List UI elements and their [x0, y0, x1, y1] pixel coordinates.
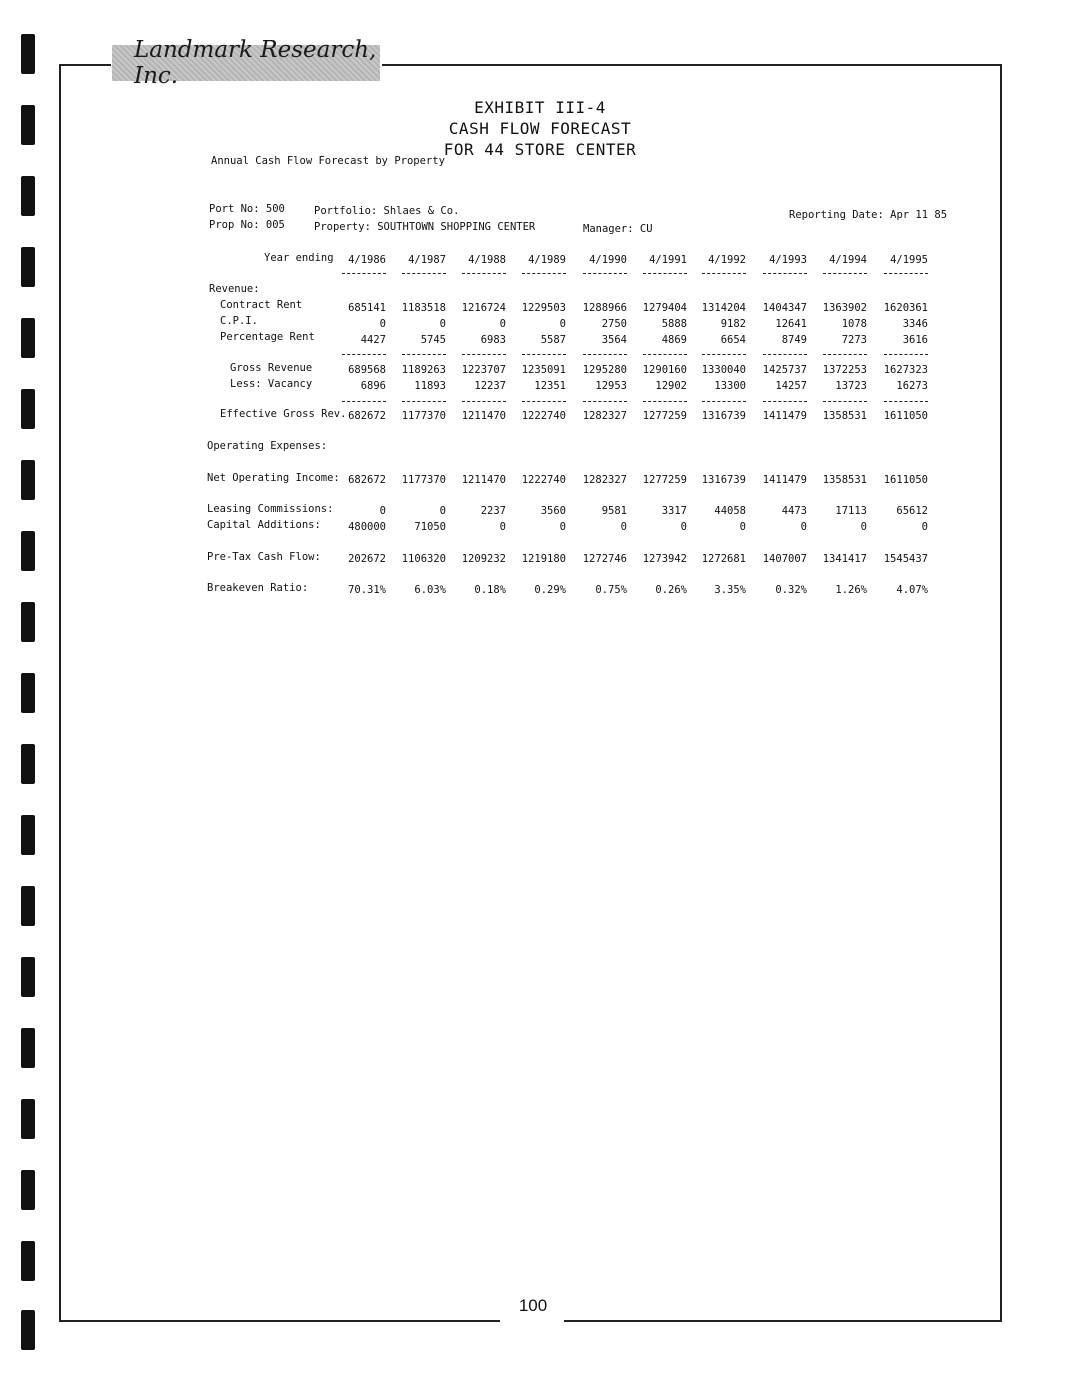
gross-revenue-cell: 1425737 [762, 364, 807, 376]
pretax-cash-flow-cell: 1273942 [642, 553, 687, 565]
breakeven-ratio-cell: 70.31% [348, 584, 386, 596]
capital-additions-cell: 0 [559, 521, 566, 533]
binder-hole [21, 1310, 35, 1350]
cpi-cell: 1078 [841, 318, 867, 330]
binder-hole [21, 34, 35, 74]
capital-additions-cell: 0 [620, 521, 627, 533]
effective-gross-cell: 1316739 [701, 410, 746, 422]
capital-additions-cell: 0 [680, 521, 687, 533]
net-operating-income-label: Net Operating Income: [207, 472, 340, 484]
separator-line [402, 273, 446, 274]
separator-line [342, 401, 386, 402]
cpi-cell: 12641 [775, 318, 807, 330]
separator-line [402, 354, 446, 355]
less-vacancy-cell: 12902 [655, 380, 687, 392]
separator-line [702, 354, 746, 355]
separator-line [702, 273, 746, 274]
separator-line [583, 354, 627, 355]
leasing-commissions-cell: 2237 [480, 505, 506, 517]
less-vacancy-cell: 16273 [896, 380, 928, 392]
capital-additions-cell: 0 [921, 521, 928, 533]
year-cell: 4/1994 [829, 254, 867, 266]
pretax-cash-flow-cell: 1407007 [762, 553, 807, 565]
separator-line [823, 354, 867, 355]
page-number: 100 [518, 1296, 548, 1315]
contract-rent-label: Contract Rent [220, 299, 303, 311]
percentage-rent-label: Percentage Rent [220, 331, 315, 343]
net-operating-income-cell: 1277259 [642, 474, 687, 486]
pretax-cash-flow-cell: 1106320 [401, 553, 446, 565]
leasing-commissions-cell: 65612 [896, 505, 928, 517]
pretax-cash-flow-label: Pre-Tax Cash Flow: [207, 551, 321, 563]
pretax-cash-flow-cell: 1219180 [521, 553, 566, 565]
frame-border-top-left [59, 64, 111, 66]
capital-additions-cell: 0 [499, 521, 506, 533]
effective-gross-cell: 1411479 [762, 410, 807, 422]
separator-line [643, 273, 687, 274]
less-vacancy-cell: 11893 [414, 380, 446, 392]
breakeven-ratio-cell: 0.32% [775, 584, 807, 596]
less-vacancy-cell: 12351 [534, 380, 566, 392]
contract-rent-cell: 1229503 [521, 302, 566, 314]
effective-gross-cell: 1611050 [883, 410, 928, 422]
cpi-cell: 0 [439, 318, 446, 330]
less-vacancy-cell: 13300 [714, 380, 746, 392]
gross-revenue-cell: 1235091 [521, 364, 566, 376]
binder-hole [21, 1241, 35, 1281]
year-cell: 4/1995 [890, 254, 928, 266]
capital-additions-cell: 0 [800, 521, 807, 533]
cpi-cell: 0 [499, 318, 506, 330]
year-cell: 4/1988 [468, 254, 506, 266]
gross-revenue-cell: 1627323 [883, 364, 928, 376]
less-vacancy-cell: 6896 [360, 380, 386, 392]
separator-line [823, 273, 867, 274]
percentage-rent-cell: 5587 [540, 334, 566, 346]
breakeven-ratio-label: Breakeven Ratio: [207, 582, 309, 594]
cpi-cell: 0 [379, 318, 386, 330]
net-operating-income-cell: 1316739 [701, 474, 746, 486]
separator-line [763, 354, 807, 355]
percentage-rent-cell: 4869 [661, 334, 687, 346]
separator-line [643, 401, 687, 402]
breakeven-ratio-cell: 4.07% [896, 584, 928, 596]
gross-revenue-cell: 1189263 [401, 364, 446, 376]
percentage-rent-cell: 5745 [420, 334, 446, 346]
binder-hole [21, 531, 35, 571]
net-operating-income-cell: 1611050 [883, 474, 928, 486]
binder-hole [21, 1170, 35, 1210]
percentage-rent-cell: 3564 [601, 334, 627, 346]
contract-rent-cell: 1404347 [762, 302, 807, 314]
gross-revenue-cell: 689568 [348, 364, 386, 376]
separator-line [522, 273, 566, 274]
binder-hole [21, 1028, 35, 1068]
binder-hole [21, 176, 35, 216]
capital-additions-cell: 71050 [414, 521, 446, 533]
year-cell: 4/1987 [408, 254, 446, 266]
year-ending-label: Year ending [264, 252, 334, 264]
separator-line [522, 401, 566, 402]
property-name: Property: SOUTHTOWN SHOPPING CENTER [314, 221, 536, 233]
capital-additions-cell: 480000 [348, 521, 386, 533]
frame-border-bottom-left [59, 1320, 500, 1322]
binder-hole [21, 460, 35, 500]
net-operating-income-cell: 1358531 [822, 474, 867, 486]
binder-hole [21, 105, 35, 145]
net-operating-income-cell: 1177370 [401, 474, 446, 486]
less-vacancy-label: Less: Vacancy [230, 378, 313, 390]
effective-gross-cell: 1222740 [521, 410, 566, 422]
effective-gross-label: Effective Gross Rev. [220, 408, 347, 420]
separator-line [342, 273, 386, 274]
gross-revenue-cell: 1290160 [642, 364, 687, 376]
separator-line [402, 401, 446, 402]
separator-line [702, 401, 746, 402]
binder-hole [21, 1099, 35, 1139]
binder-hole [21, 815, 35, 855]
leasing-commissions-cell: 17113 [835, 505, 867, 517]
reporting-date: Reporting Date: Apr 11 85 [789, 209, 948, 221]
binder-hole [21, 886, 35, 926]
year-cell: 4/1993 [769, 254, 807, 266]
cpi-cell: 0 [559, 318, 566, 330]
breakeven-ratio-cell: 0.26% [655, 584, 687, 596]
net-operating-income-cell: 1282327 [582, 474, 627, 486]
contract-rent-cell: 1216724 [461, 302, 506, 314]
gross-revenue-cell: 1295280 [582, 364, 627, 376]
pretax-cash-flow-cell: 1209232 [461, 553, 506, 565]
effective-gross-cell: 1282327 [582, 410, 627, 422]
leasing-commissions-cell: 3560 [540, 505, 566, 517]
gross-revenue-label: Gross Revenue [230, 362, 313, 374]
cpi-cell: 2750 [601, 318, 627, 330]
year-cell: 4/1992 [708, 254, 746, 266]
frame-border-left [59, 64, 61, 1322]
pretax-cash-flow-cell: 1545437 [883, 553, 928, 565]
portfolio: Portfolio: Shlaes & Co. [314, 205, 460, 217]
leasing-commissions-label: Leasing Commissions: [207, 503, 334, 515]
breakeven-ratio-cell: 6.03% [414, 584, 446, 596]
binder-hole [21, 318, 35, 358]
leasing-commissions-cell: 9581 [601, 505, 627, 517]
percentage-rent-cell: 6654 [720, 334, 746, 346]
binder-hole [21, 389, 35, 429]
separator-line [823, 401, 867, 402]
leasing-commissions-cell: 44058 [714, 505, 746, 517]
breakeven-ratio-cell: 3.35% [714, 584, 746, 596]
port-number: Port No: 500 [209, 203, 285, 215]
breakeven-ratio-cell: 0.75% [595, 584, 627, 596]
breakeven-ratio-cell: 0.18% [474, 584, 506, 596]
less-vacancy-cell: 12953 [595, 380, 627, 392]
less-vacancy-cell: 14257 [775, 380, 807, 392]
capital-additions-label: Capital Additions: [207, 519, 321, 531]
effective-gross-cell: 1211470 [461, 410, 506, 422]
pretax-cash-flow-cell: 1272681 [701, 553, 746, 565]
leasing-commissions-cell: 3317 [661, 505, 687, 517]
less-vacancy-cell: 13723 [835, 380, 867, 392]
pretax-cash-flow-cell: 202672 [348, 553, 386, 565]
pretax-cash-flow-cell: 1272746 [582, 553, 627, 565]
contract-rent-cell: 1183518 [401, 302, 446, 314]
binder-hole [21, 957, 35, 997]
percentage-rent-cell: 3616 [902, 334, 928, 346]
effective-gross-cell: 1358531 [822, 410, 867, 422]
binder-hole [21, 744, 35, 784]
effective-gross-cell: 1177370 [401, 410, 446, 422]
leasing-commissions-cell: 4473 [781, 505, 807, 517]
frame-border-right [1000, 64, 1002, 1322]
binder-hole [21, 602, 35, 642]
separator-line [462, 273, 506, 274]
exhibit-subtitle: CASH FLOW FORECAST [448, 119, 632, 138]
contract-rent-cell: 1314204 [701, 302, 746, 314]
percentage-rent-cell: 8749 [781, 334, 807, 346]
net-operating-income-cell: 682672 [348, 474, 386, 486]
prop-number: Prop No: 005 [209, 219, 285, 231]
frame-border-bottom-right [564, 1320, 1002, 1322]
effective-gross-cell: 682672 [348, 410, 386, 422]
capital-additions-cell: 0 [739, 521, 746, 533]
net-operating-income-cell: 1211470 [461, 474, 506, 486]
report-subtitle: Annual Cash Flow Forecast by Property [211, 155, 445, 167]
exhibit-title: EXHIBIT III-4 [474, 98, 606, 117]
capital-additions-cell: 0 [860, 521, 867, 533]
binder-hole [21, 247, 35, 287]
year-cell: 4/1991 [649, 254, 687, 266]
contract-rent-cell: 685141 [348, 302, 386, 314]
year-cell: 4/1989 [528, 254, 566, 266]
separator-line [522, 354, 566, 355]
year-cell: 4/1986 [348, 254, 386, 266]
cpi-label: C.P.I. [220, 315, 258, 327]
separator-line [763, 273, 807, 274]
exhibit-property: FOR 44 STORE CENTER [443, 140, 637, 159]
manager: Manager: CU [583, 223, 653, 235]
pretax-cash-flow-cell: 1341417 [822, 553, 867, 565]
separator-line [643, 354, 687, 355]
cpi-cell: 5888 [661, 318, 687, 330]
breakeven-ratio-cell: 0.29% [534, 584, 566, 596]
less-vacancy-cell: 12237 [474, 380, 506, 392]
contract-rent-cell: 1279404 [642, 302, 687, 314]
gross-revenue-cell: 1223707 [461, 364, 506, 376]
percentage-rent-cell: 6983 [480, 334, 506, 346]
cpi-cell: 3346 [902, 318, 928, 330]
separator-line [884, 354, 928, 355]
separator-line [763, 401, 807, 402]
separator-line [462, 354, 506, 355]
gross-revenue-cell: 1330040 [701, 364, 746, 376]
contract-rent-cell: 1363902 [822, 302, 867, 314]
effective-gross-cell: 1277259 [642, 410, 687, 422]
breakeven-ratio-cell: 1.26% [835, 584, 867, 596]
logo-text: Landmark Research, Inc. [134, 37, 377, 89]
leasing-commissions-cell: 0 [439, 505, 446, 517]
contract-rent-cell: 1620361 [883, 302, 928, 314]
cpi-cell: 9182 [720, 318, 746, 330]
percentage-rent-cell: 7273 [841, 334, 867, 346]
binder-hole [21, 673, 35, 713]
frame-border-top-right [382, 64, 1002, 66]
separator-line [884, 401, 928, 402]
percentage-rent-cell: 4427 [360, 334, 386, 346]
gross-revenue-cell: 1372253 [822, 364, 867, 376]
year-cell: 4/1990 [589, 254, 627, 266]
contract-rent-cell: 1288966 [582, 302, 627, 314]
separator-line [884, 273, 928, 274]
net-operating-income-cell: 1411479 [762, 474, 807, 486]
separator-line [462, 401, 506, 402]
net-operating-income-cell: 1222740 [521, 474, 566, 486]
leasing-commissions-cell: 0 [379, 505, 386, 517]
operating-expenses-heading: Operating Expenses: [207, 440, 328, 452]
separator-line [583, 273, 627, 274]
company-logo [112, 37, 380, 89]
revenue-heading: Revenue: [209, 283, 260, 295]
separator-line [342, 354, 386, 355]
separator-line [583, 401, 627, 402]
